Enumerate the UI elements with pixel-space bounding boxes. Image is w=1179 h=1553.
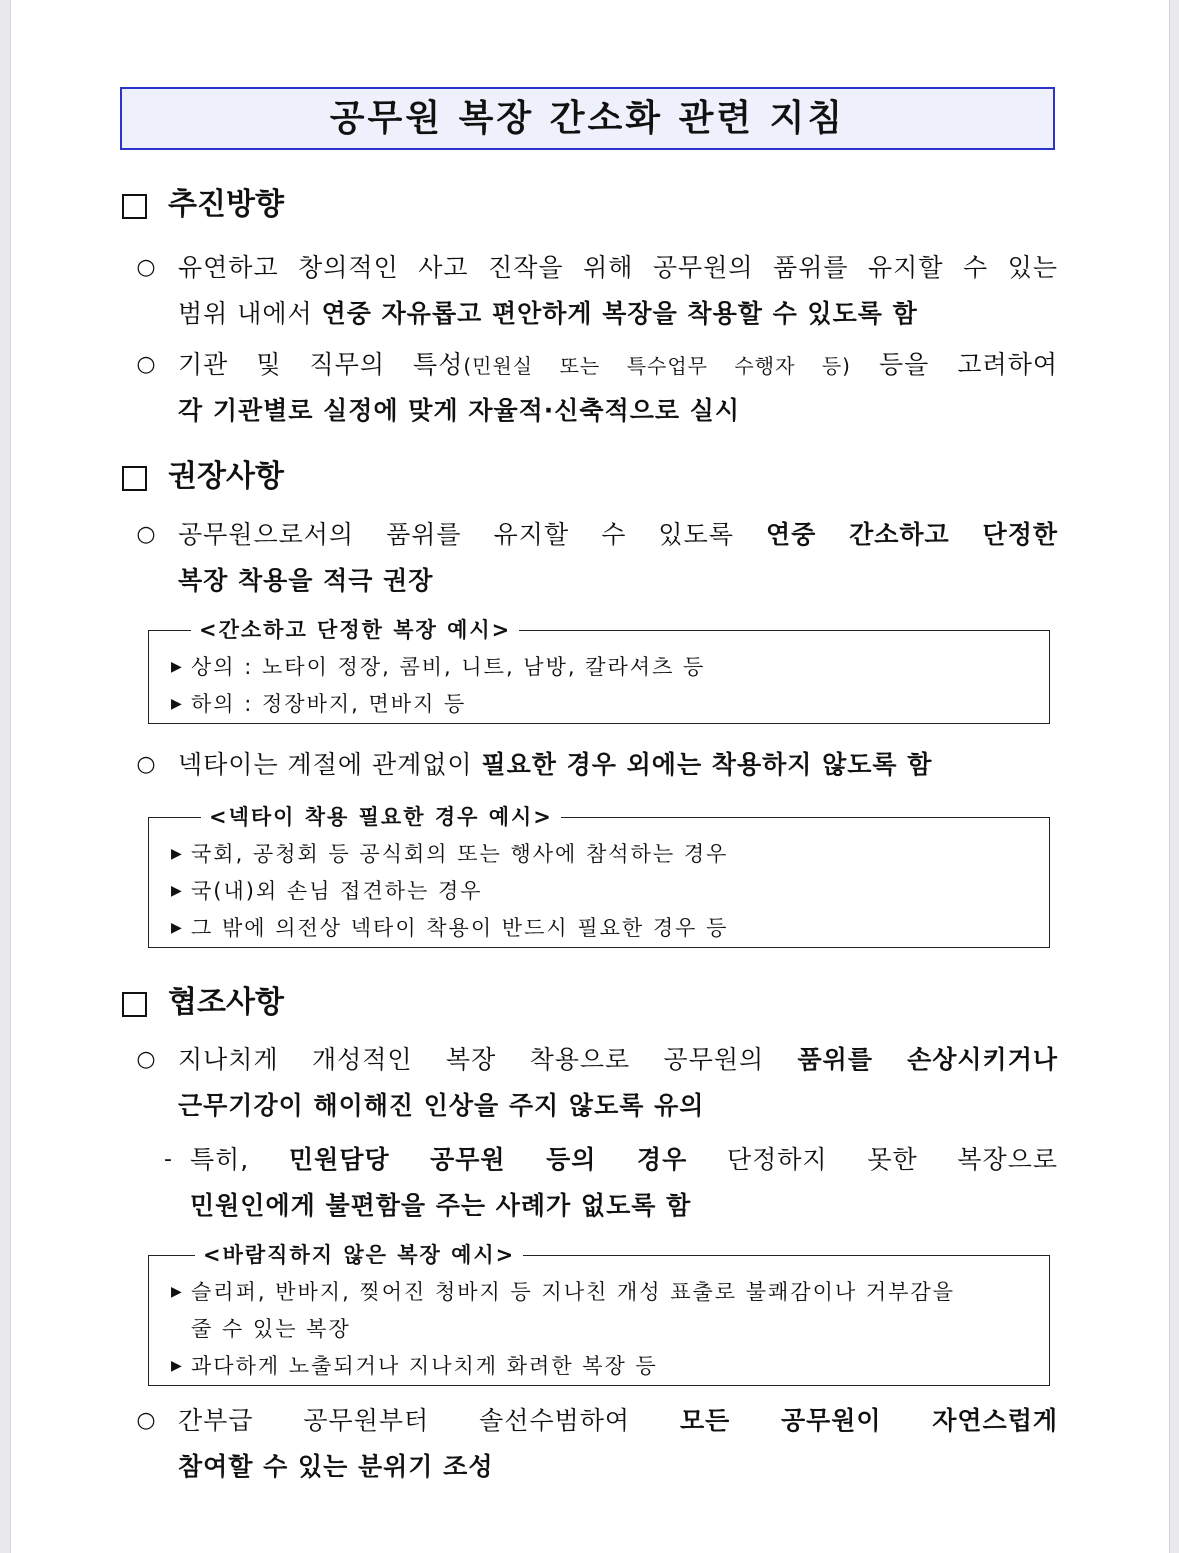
body-text: 공무원으로서의 품위를 유지할 수 있도록 [178,520,766,549]
page-edge-left [0,0,11,1553]
example-box-label [149,617,1049,643]
paragraph-lines [178,342,1058,434]
circle-bullet-icon: ○ [136,255,156,280]
emphasis-text: 연중 자유롭고 편안하게 복장을 착용할 수 있도록 함 [321,299,918,328]
example-box-label-text: <간소하고 단정한 복장 예시> [191,618,519,642]
section-heading [0,983,1179,1023]
paragraph-line [178,1083,1058,1129]
emphasis-text: 민원담당 공무원 등의 경우 [289,1145,688,1174]
emphasis-text: 민원인에게 불편함을 주는 사례가 없도록 함 [190,1191,692,1220]
triangle-bullet-icon: ▶ [171,1284,184,1300]
section-heading [0,185,1179,225]
example-item [149,649,1049,686]
paragraph-line [178,1398,1058,1444]
example-item-text: 국(내)외 손님 접견하는 경우 [191,879,483,903]
example-box-label-text: <넥타이 착용 필요한 경우 예시> [201,805,561,829]
example-box [148,805,1050,948]
triangle-bullet-icon: ▶ [171,696,184,712]
paragraph-lines [190,1137,1058,1229]
checkbox-square-icon [122,992,147,1017]
example-box-label-text: <바람직하지 않은 복장 예시> [195,1243,523,1267]
circle-bullet-icon: ○ [136,1047,156,1072]
example-item-text: 줄 수 있는 복장 [191,1317,351,1341]
circle-bullet-icon: ○ [136,752,156,777]
example-item-text: 상의 : 노타이 정장, 콤비, 니트, 남방, 칼라셔츠 등 [191,655,706,679]
emphasis-text: 근무기강이 해이해진 인상을 주지 않도록 유의 [178,1091,705,1120]
body-text: 지나치게 개성적인 복장 착용으로 공무원의 [178,1045,798,1074]
example-item-text: 과다하게 노출되거나 지나치게 화려한 복장 등 [191,1354,658,1378]
checkbox-square-icon [122,466,147,491]
body-text: 특히, [190,1145,290,1174]
triangle-bullet-icon: ▶ [171,920,184,936]
paragraph-lines [178,512,1058,604]
triangle-bullet-icon: ▶ [171,846,184,862]
triangle-bullet-icon: ▶ [171,1358,184,1374]
example-item-text: 슬리퍼, 반바지, 찢어진 청바지 등 지나친 개성 표출로 불쾌감이나 거부감을 [191,1280,956,1304]
body-text: 간부급 공무원부터 솔선수범하여 [178,1406,680,1435]
example-item [149,873,1049,910]
page-edge-right [1169,0,1179,1553]
dash-bullet-icon: - [164,1147,172,1172]
example-item [149,1274,1049,1348]
emphasis-text: 필요한 경우 외에는 착용하지 않도록 함 [481,750,933,779]
circle-bullet-icon: ○ [136,1408,156,1433]
section-heading-text: 추진방향 [168,187,284,222]
section-heading [0,457,1179,497]
emphasis-text: 각 기관별로 실정에 맞게 자율적·신축적으로 실시 [178,396,741,425]
body-text: (민원실 또는 특수업무 수행자 등) [463,354,851,378]
paragraph-line [178,291,1058,337]
example-item [149,686,1049,723]
body-text: 유연하고 창의적인 사고 진작을 위해 공무원의 품위를 유지할 수 있는 [178,253,1058,282]
paragraph-line [178,558,1058,604]
paragraph-lines [178,742,1058,788]
example-item [149,836,1049,873]
checkbox-square-icon [122,194,147,219]
section-heading-text: 권장사항 [168,459,284,494]
example-item-text: 국회, 공청회 등 공식회의 또는 행사에 참석하는 경우 [191,842,729,866]
emphasis-text: 품위를 손상시키거나 [797,1045,1059,1074]
triangle-bullet-icon: ▶ [171,883,184,899]
body-text: 단정하지 못한 복장으로 [687,1145,1058,1174]
paragraph-line [178,512,1058,558]
body-text: 기관 및 직무의 특성 [178,350,464,379]
emphasis-text: 복장 착용을 적극 권장 [178,566,434,595]
paragraph-line [178,1444,1058,1490]
emphasis-text: 참여할 수 있는 분위기 조성 [178,1452,494,1481]
emphasis-text: 연중 간소하고 단정한 [765,520,1058,549]
paragraph-line [178,1037,1058,1083]
body-text: 등을 고려하여 [850,350,1058,379]
paragraph-lines [178,1398,1058,1490]
example-box-label [149,1242,1049,1268]
paragraph-line [178,342,1058,388]
document-title: 공무원 복장 간소화 관련 지침 [120,87,1055,150]
section-heading-text: 협조사항 [168,985,284,1020]
body-text: 넥타이는 계절에 관계없이 [178,750,482,779]
example-item-text: 하의 : 정장바지, 면바지 등 [191,692,467,716]
example-box [148,1243,1050,1386]
paragraph-line [178,245,1058,291]
paragraph-line [190,1183,1058,1229]
paragraph-line [190,1137,1058,1183]
example-box [148,618,1050,724]
body-text: 범위 내에서 [178,299,322,328]
example-item [149,1348,1049,1385]
example-item [149,910,1049,947]
paragraph-line [178,388,1058,434]
emphasis-text: 모든 공무원이 자연스럽게 [679,1406,1058,1435]
circle-bullet-icon: ○ [136,352,156,377]
paragraph-line [178,742,1058,788]
circle-bullet-icon: ○ [136,522,156,547]
example-box-label [149,804,1049,830]
paragraph-lines [178,245,1058,337]
example-item-text: 그 밖에 의전상 넥타이 착용이 반드시 필요한 경우 등 [191,916,729,940]
triangle-bullet-icon: ▶ [171,659,184,675]
paragraph-lines [178,1037,1058,1129]
